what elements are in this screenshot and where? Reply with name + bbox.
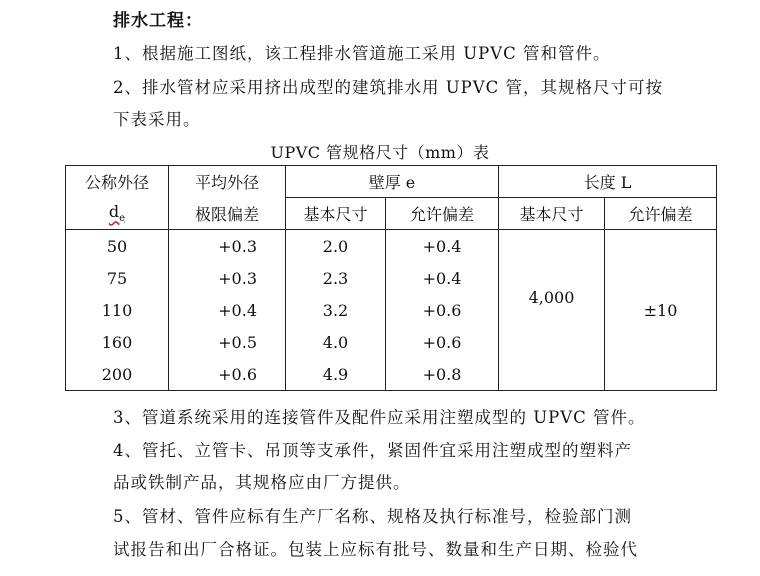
cell-wall: 3.2 [286,294,386,326]
table-header-row-2 [66,198,717,230]
table-caption: UPVC 管规格尺寸（mm）表 [270,143,490,162]
table-header-row-1 [66,166,717,198]
header-nominal-od-subscript: e [119,213,126,225]
cell-od: 160 [66,326,169,358]
cell-wall-tol: +0.8 [386,358,499,391]
cell-mean-dev: +0.4 [169,294,286,326]
header-wall-tolerance: 允许偏差 [386,198,499,230]
cell-od: 200 [66,358,169,391]
paragraph-4-line-1: 4、管托、立管卡、吊顶等支承件，紧固件宜采用注塑成型的塑料产 [113,441,632,460]
cell-wall-tol: +0.6 [386,294,499,326]
header-mean-od-bottom: 极限偏差 [169,198,286,230]
paragraph-5-line-2: 试报告和出厂合格证。包装上应标有批号、数量和生产日期、检验代 [113,540,638,559]
cell-length-tol: ±10 [605,230,717,391]
cell-mean-dev: +0.3 [169,262,286,294]
cell-wall-tol: +0.4 [386,230,499,263]
header-nominal-od-symbol: d [108,202,120,222]
header-mean-od-top: 平均外径 [169,166,286,198]
header-length-tolerance: 允许偏差 [605,198,717,230]
cell-od: 75 [66,262,169,294]
header-nominal-od-bottom [66,198,169,230]
paragraph-1: 1、根据施工图纸，该工程排水管道施工采用 UPVC 管和管件。 [113,44,611,63]
table-row [66,230,717,263]
paragraph-2-line-1: 2、排水管材应采用挤出成型的建筑排水用 UPVC 管，其规格尺寸可按 [113,78,664,97]
paragraph-4-line-2: 品或铁制产品，其规格应由厂方提供。 [113,473,411,492]
header-length: 长度 L [499,166,717,198]
header-nominal-od-top: 公称外径 [66,166,169,198]
cell-od: 110 [66,294,169,326]
header-length-basic: 基本尺寸 [499,198,605,230]
paragraph-2-line-2: 下表采用。 [113,110,201,129]
paragraph-5-line-1: 5、管材、管件应标有生产厂名称、规格及执行标准号，检验部门测 [113,507,632,526]
cell-length-basic: 4,000 [499,230,605,391]
header-wall-basic: 基本尺寸 [286,198,386,230]
cell-wall: 4.0 [286,326,386,358]
paragraph-3: 3、管道系统采用的连接管件及配件应采用注塑成型的 UPVC 管件。 [113,408,646,427]
header-wall-thickness: 壁厚 e [286,166,499,198]
cell-mean-dev: +0.3 [169,230,286,263]
cell-wall: 2.3 [286,262,386,294]
cell-od: 50 [66,230,169,263]
cell-wall-tol: +0.4 [386,262,499,294]
section-heading: 排水工程： [113,11,203,31]
cell-wall: 4.9 [286,358,386,391]
cell-wall: 2.0 [286,230,386,263]
cell-wall-tol: +0.6 [386,326,499,358]
cell-mean-dev: +0.6 [169,358,286,391]
cell-mean-dev: +0.5 [169,326,286,358]
upvc-spec-table [65,165,717,391]
